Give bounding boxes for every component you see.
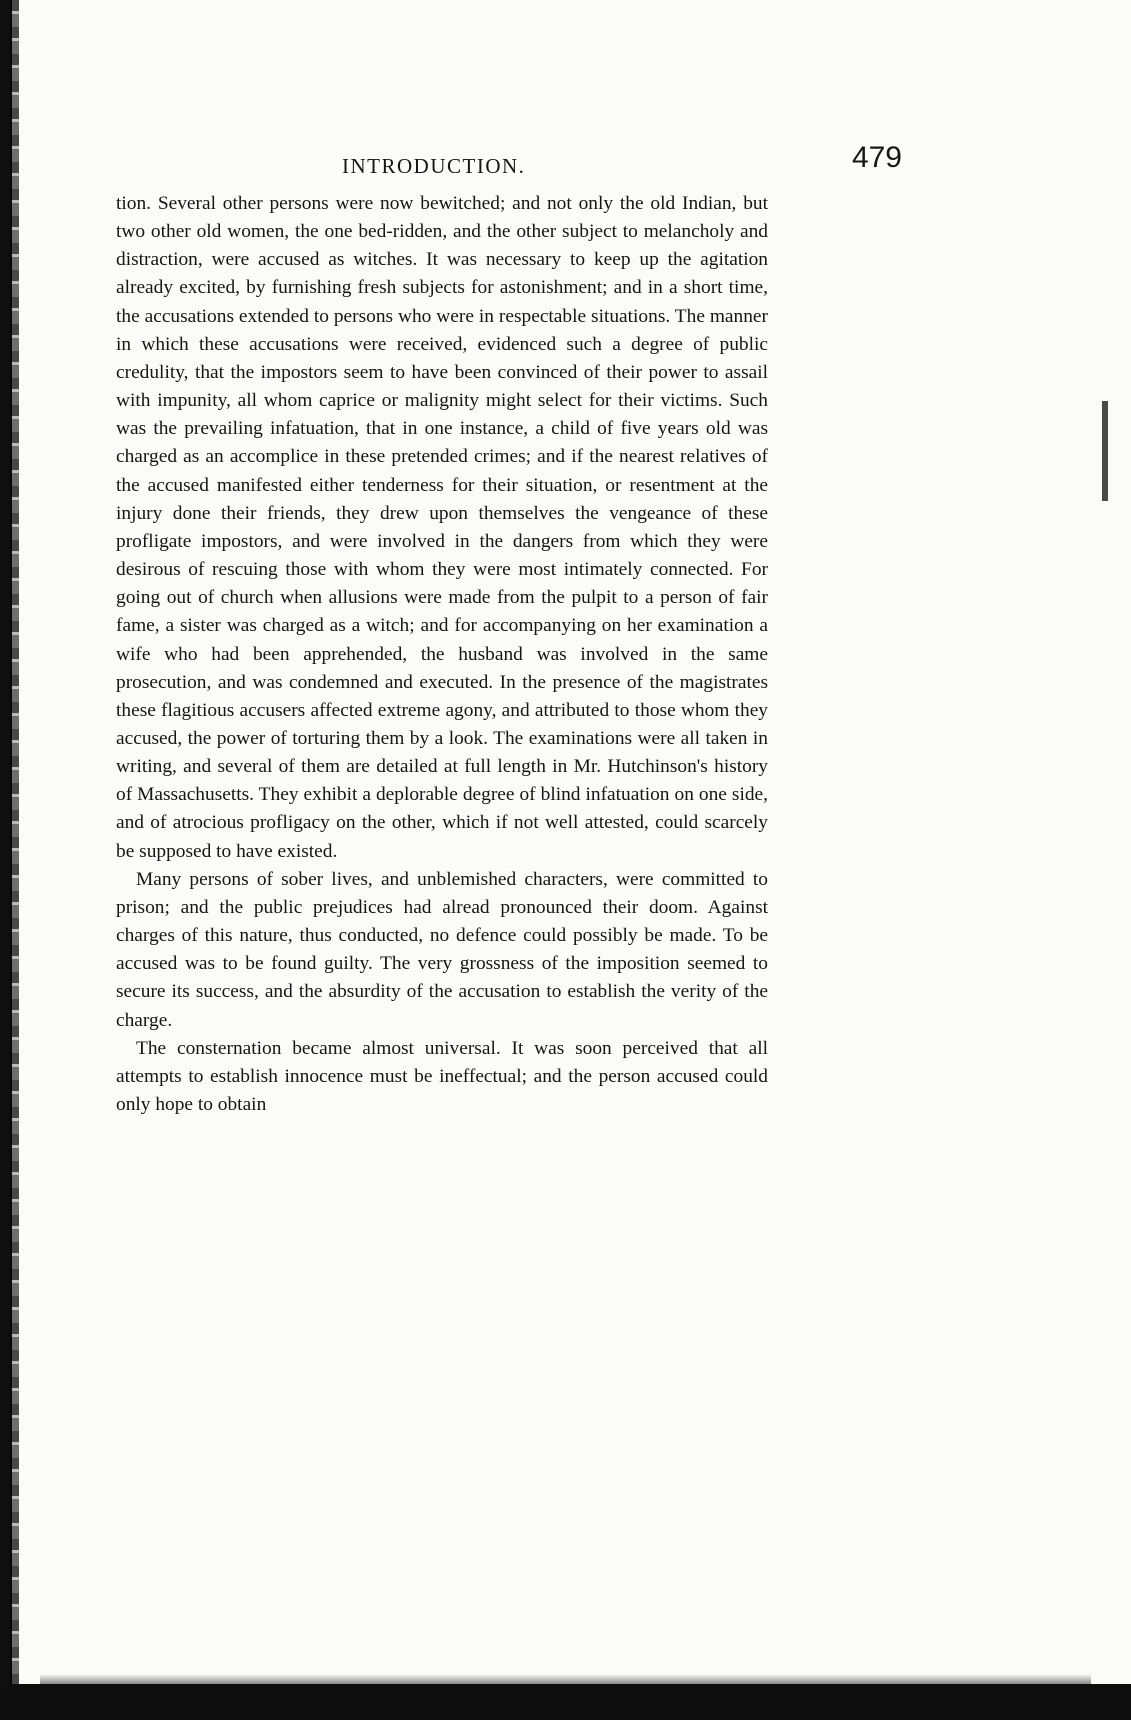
paragraph-continuation: tion. Several other persons were now bewitched; and not only the old Indian, but two other old women, the one bed-ridden, and the other subject to melancholy and distraction, were accused as witches. It was necessary to keep up the agitation already excited, by furnishing fresh subjects for astonishment; and in a short time, the accusations extended to persons who were in respectable situations. The manner in which these accusations were received, evidenced such a degree of public credulity, that the impostors seem to have been convinced of their power to assail with impunity, all whom caprice or malignity might select for their victims. Such was the prevailing infatuation, that in one instance, a child of five years old was charged as an accomplice in these pretended crimes; and if the nearest relatives of the accused manifested either tenderness for their situation, or resentment at the injury done their friends, they drew upon themselves the vengeance of these profligate impostors, and were involved in the dangers from which they were desirous of rescuing those with whom they were most intimately connected. For going out of church when allusions were made from the pulpit to a person of fair fame, a sister was charged as a witch; and for accompanying on her examination a wife who had been apprehended, the husband was involved in the same prosecution, and was condemned and executed. In the presence of the magistrates these flagitious accusers affected extreme agony, and attributed to those whom they accused, the power of torturing them by a look. The examinations were all taken in writing, and several of them are detailed at full length in Mr. Hutchinson's history of Massachusetts. They exhibit a deplorable degree of blind infatuation on one side, and of atrocious profligacy on the other, which if not well attested, could scarcely be supposed to have existed.	[116, 193, 768, 862]
page-number: 479	[851, 141, 902, 174]
page-bottom-shadow	[40, 1674, 1091, 1684]
page-bottom-edge	[0, 1684, 1131, 1720]
page-right-edge-mark	[1102, 401, 1108, 501]
paragraph: The consternation became almost universal. It was soon perceived that all attempts to establish innocence must be ineffectual; and the person accused could only hope to obtain	[116, 1037, 768, 1115]
paragraph: Many persons of sober lives, and unblemished characters, were committed to prison; and the public prejudices had alread pronounced their doom. Against charges of this nature, thus conducted, no defence could possibly be made. To be accused was to be found guilty. The very grossness of the imposition seemed to secure its success, and the absurdity of the accusation to establish the verity of the charge.	[116, 868, 768, 1031]
page-header	[116, 141, 902, 185]
running-head: INTRODUCTION.	[342, 154, 526, 178]
page-left-edge-texture	[10, 0, 19, 1720]
body-text	[116, 190, 768, 1119]
